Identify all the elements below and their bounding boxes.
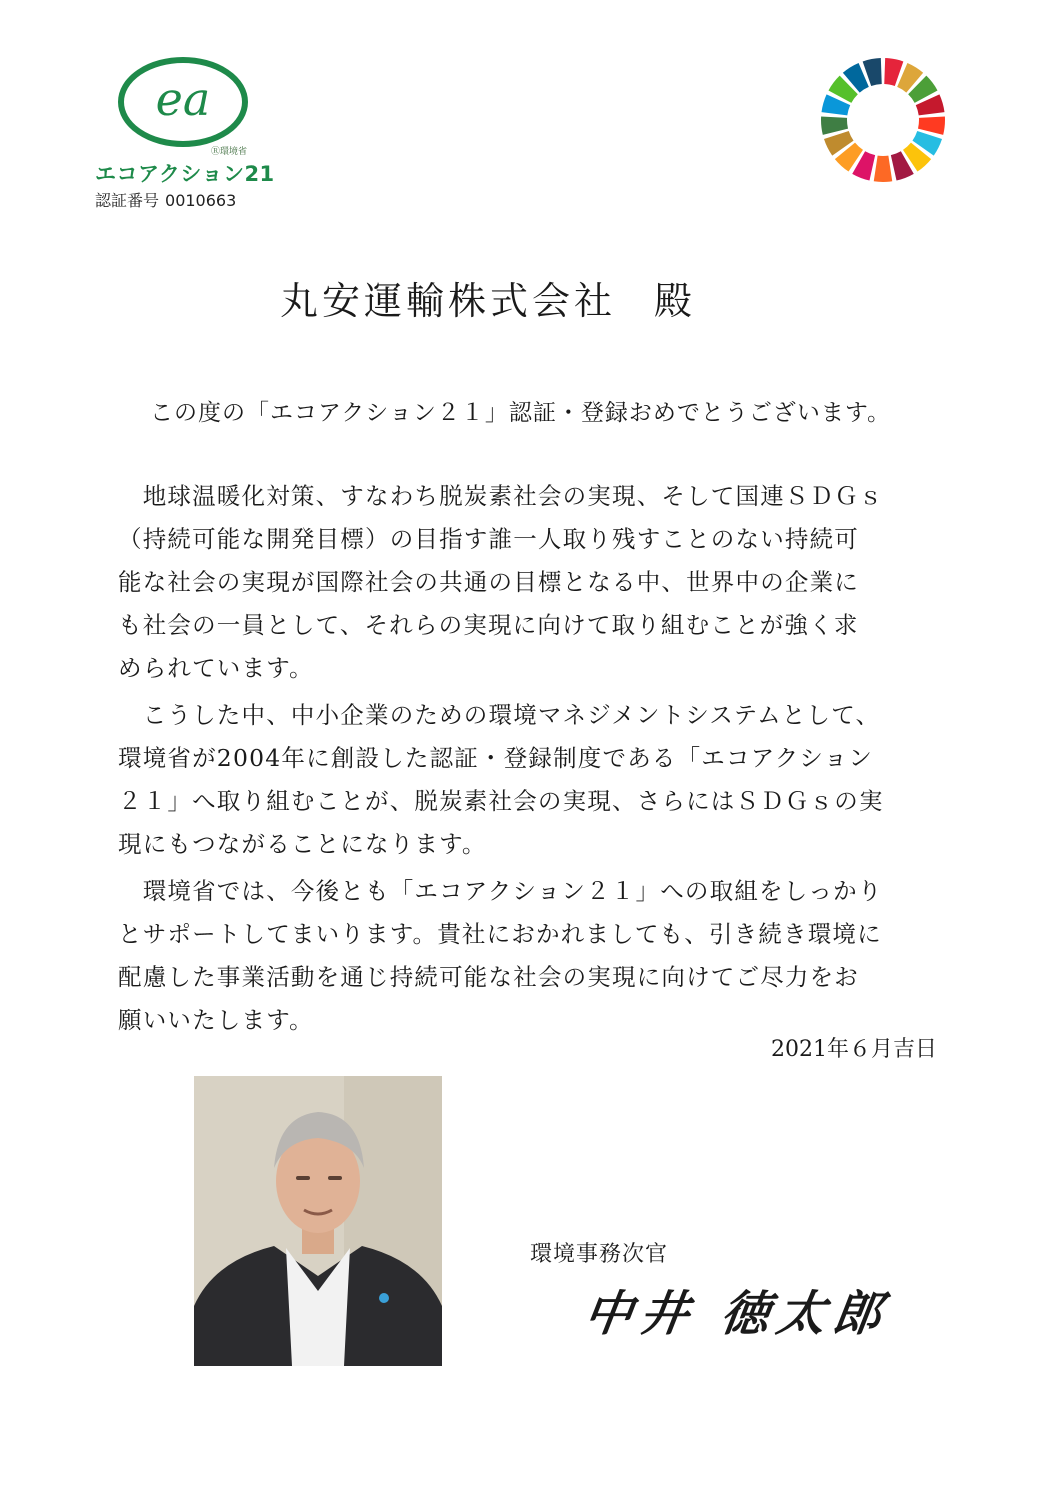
ecoaction21-mark: [117, 55, 249, 149]
paragraph-2: [118, 694, 948, 866]
body-line: 地球温暖化対策、すなわち脱炭素社会の実現、そして国連ＳＤＧｓ: [118, 482, 884, 510]
body-line: （持続可能な開発目標）の目指す誰一人取り残すことのない持続可: [118, 525, 859, 553]
body-line: 現にもつながることになります。: [118, 830, 487, 858]
body-line: こうした中、中小企業のための環境マネジメントシステムとして、: [118, 701, 881, 729]
signatory-title: 環境事務次官: [530, 1242, 669, 1267]
body-line: 能な社会の実現が国際社会の共通の目標となる中、世界中の企業に: [118, 568, 859, 596]
body-line: 環境省では、今後とも「エコアクション２１」への取組をしっかり: [118, 877, 883, 905]
body-line: も社会の一員として、それらの実現に向けて取り組むことが強く求: [118, 611, 859, 639]
addressee: [280, 270, 696, 325]
paragraph-3: [118, 870, 948, 1042]
cert-label: 認証番号: [95, 191, 160, 210]
portrait-photo: [194, 1076, 442, 1366]
sdgs-wheel-icon: [818, 55, 948, 185]
sdg-wheel-segment: [918, 116, 945, 134]
body-line: とサポートしてまいります。貴社におかれましても、引き続き環境に: [118, 920, 882, 948]
ministry-mark: Ⓡ環境省: [211, 147, 248, 157]
paragraph-1: [118, 475, 948, 690]
body-line: 配慮した事業活動を通じ持続可能な社会の実現に向けてご尽力をお: [118, 963, 859, 991]
body-line: 環境省が2004年に創設した認証・登録制度である「エコアクション: [118, 744, 874, 772]
addressee-honorific: 殿: [654, 279, 697, 323]
cert-number: 0010663: [165, 191, 237, 210]
addressee-company: 丸安運輸株式会社: [280, 279, 617, 323]
body-line: められています。: [118, 654, 314, 682]
logo-mark-letters: ea: [155, 72, 211, 126]
body-line: ２１」へ取り組むことが、脱炭素社会の実現、さらにはＳＤＧｓの実: [118, 787, 884, 815]
ecoaction21-name: エコアクション21: [95, 162, 275, 186]
body-line: 願いいたします。: [118, 1006, 314, 1034]
greeting-line: この度の「エコアクション２１」認証・登録おめでとうございます。: [150, 400, 892, 426]
portrait-illustration: [194, 1076, 442, 1366]
letter-date: 2021年６月吉日: [771, 1037, 937, 1062]
letter-body: [118, 475, 948, 1042]
sdg-wheel-segment: [821, 116, 848, 134]
ecoaction21-logo: [95, 55, 280, 215]
signatory-name: 中井 徳太郎: [580, 1286, 894, 1342]
certification-number: [95, 188, 242, 211]
sdg-wheel-segment: [874, 156, 893, 182]
